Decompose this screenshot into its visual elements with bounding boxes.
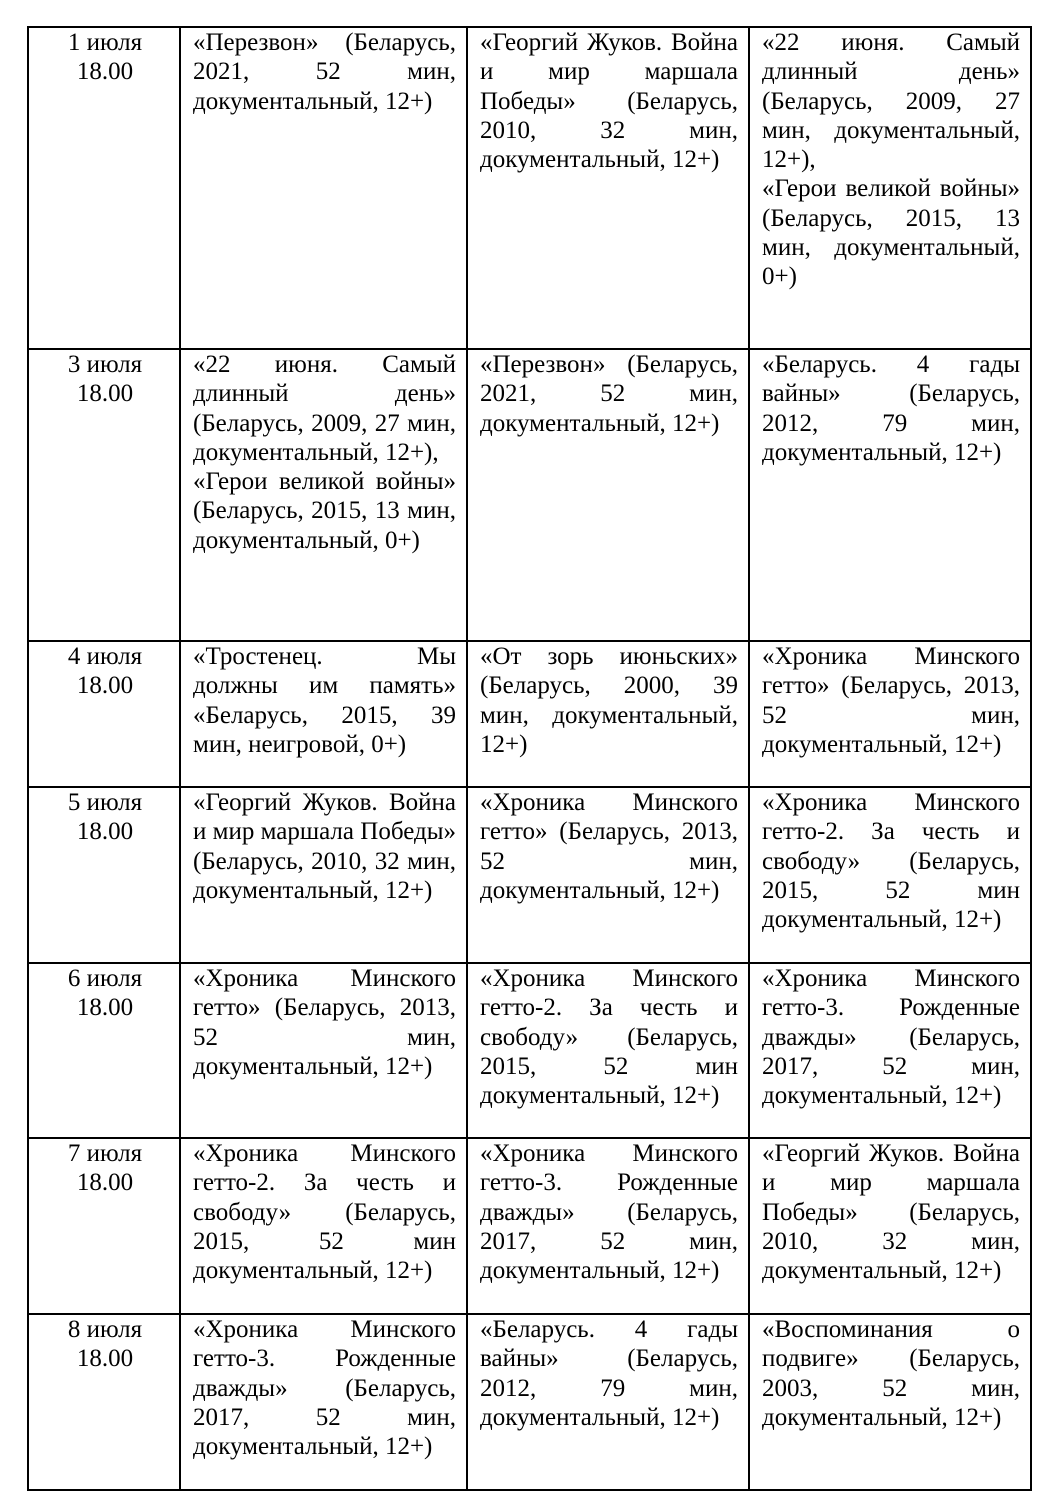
film-title: «Хроника Минского гетто-3. Рожденные дважды» — [480, 1140, 738, 1226]
film-cell — [749, 787, 1031, 963]
film-cell — [749, 27, 1031, 349]
time-text: 18.00 — [76, 994, 134, 1022]
time-text: 18.00 — [76, 380, 134, 408]
film-title: «Хроника Минского гетто» — [193, 965, 456, 1022]
film-title: «Хроника Минского гетто-2. За честь и свободу» — [480, 965, 738, 1051]
film-entry — [762, 788, 1020, 934]
film-cell — [467, 963, 749, 1138]
film-title: «Воспоминания о подвиге» — [762, 1316, 1020, 1373]
table-row — [28, 1138, 1031, 1314]
film-cell — [749, 1314, 1031, 1490]
film-cell — [749, 641, 1031, 787]
time-text: 18.00 — [76, 818, 134, 846]
film-info: (Беларусь, 2021, 52 мин, документальный, 12+) — [480, 351, 738, 437]
film-info: (Беларусь, 2009, 27 мин, документальный, 12+), — [193, 409, 456, 466]
film-cell — [749, 1138, 1031, 1314]
film-entry — [762, 642, 1020, 759]
time-text: 18.00 — [76, 1345, 134, 1373]
film-title: «Хроника Минского гетто-3. Рожденные дважды» — [193, 1316, 456, 1402]
film-info: (Беларусь, 2012, 79 мин, документальный, 12+) — [762, 380, 1020, 466]
date-cell — [28, 641, 180, 787]
film-cell — [180, 963, 467, 1138]
film-info: (Беларусь, 2000, 39 мин, документальный, 12+) — [480, 672, 738, 758]
table-row — [28, 27, 1031, 349]
table-row — [28, 349, 1031, 641]
film-info: (Беларусь, 2012, 79 мин, документальный, 12+) — [480, 1345, 738, 1431]
film-cell — [749, 963, 1031, 1138]
film-cell — [467, 27, 749, 349]
time-text: 18.00 — [76, 1169, 134, 1197]
film-title: «Хроника Минского гетто» — [480, 789, 738, 846]
film-entry — [762, 28, 1020, 174]
film-title: «Хроника Минского гетто-2. За честь и свободу» — [193, 1140, 456, 1226]
schedule-page — [27, 26, 1030, 1491]
film-entry — [480, 1315, 738, 1432]
film-entry — [480, 350, 738, 438]
table-row — [28, 963, 1031, 1138]
table-row — [28, 1314, 1031, 1490]
film-info: (Беларусь, 2009, 27 мин, документальный, 12+), — [762, 87, 1020, 174]
film-title: «От зорь июньских» — [480, 643, 738, 670]
film-cell — [749, 349, 1031, 641]
film-cell — [180, 787, 467, 963]
film-title: «Георгий Жуков. Война и мир маршала Победы» — [480, 29, 738, 115]
film-entry — [193, 467, 456, 555]
film-entry — [193, 964, 456, 1081]
film-title: «Герои великой войны» — [762, 175, 1020, 203]
film-entry — [480, 28, 738, 174]
film-info: (Беларусь, 2017, 52 мин, документальный, 12+) — [193, 1374, 456, 1461]
table-row — [28, 641, 1031, 787]
date-text: 6 июля — [67, 965, 143, 992]
film-info: (Беларусь, 2017, 52 мин, документальный, 12+) — [480, 1198, 738, 1285]
date-text: 5 июля — [67, 789, 143, 816]
film-info: (Беларусь, 2013, 52 мин, документальный, 12+) — [762, 672, 1020, 758]
film-title: «Беларусь. 4 гады вайны» — [762, 351, 1020, 408]
film-title: «Хроника Минского гетто» — [762, 643, 1020, 700]
date-text: 3 июля — [67, 351, 143, 378]
film-cell — [180, 1314, 467, 1490]
film-entry — [480, 642, 738, 759]
date-cell — [28, 349, 180, 641]
film-info: (Беларусь, 2010, 32 мин, документальный, 12+) — [762, 1198, 1020, 1285]
film-info: (Беларусь, 2013, 52 мин, документальный, 12+) — [480, 818, 738, 904]
time-text: 18.00 — [76, 672, 134, 700]
date-cell — [28, 1314, 180, 1490]
film-cell — [467, 1314, 749, 1490]
date-cell — [28, 963, 180, 1138]
date-cell — [28, 1138, 180, 1314]
film-cell — [467, 787, 749, 963]
date-text: 1 июля — [67, 29, 143, 56]
film-entry — [480, 964, 738, 1110]
film-info: (Беларусь, 2015, 52 мин документальный, 12+) — [762, 847, 1020, 934]
film-entry — [762, 350, 1020, 467]
film-info: (Беларусь, 2015, 13 мин, документальный, 0+) — [762, 204, 1020, 291]
film-title: «Герои великой войны» — [193, 468, 456, 496]
film-entry — [480, 788, 738, 905]
film-info: (Беларусь, 2015, 13 мин, документальный, 0+) — [193, 497, 456, 554]
film-cell — [180, 1138, 467, 1314]
time-text: 18.00 — [76, 58, 134, 86]
film-info: (Беларусь, 2010, 32 мин, документальный, 12+) — [193, 847, 456, 904]
film-info: (Беларусь, 2015, 52 мин документальный, 12+) — [193, 1198, 456, 1285]
film-entry — [193, 1139, 456, 1285]
film-info: «Беларусь, 2015, 39 мин, неигровой, 0+) — [193, 701, 456, 758]
table-row — [28, 787, 1031, 963]
film-title: «22 июня. Самый длинный день» — [762, 29, 1020, 86]
film-title: «Хроника Минского гетто-2. За честь и свободу» — [762, 789, 1020, 875]
film-title: «Беларусь. 4 гады вайны» — [480, 1316, 738, 1373]
film-title: «Хроника Минского гетто-3. Рожденные дважды» — [762, 965, 1020, 1051]
film-title: «Перезвон» — [193, 29, 319, 56]
film-cell — [180, 349, 467, 641]
film-entry — [193, 788, 456, 905]
film-entry — [480, 1139, 738, 1285]
film-title: «Георгий Жуков. Война и мир маршала Победы» — [762, 1140, 1020, 1226]
film-entry — [193, 642, 456, 759]
film-title: «Георгий Жуков. Война и мир маршала Победы» — [193, 789, 456, 846]
film-entry — [762, 174, 1020, 291]
film-info: (Беларусь, 2021, 52 мин, документальный, 12+) — [193, 29, 456, 115]
date-cell — [28, 27, 180, 349]
film-entry — [193, 350, 456, 467]
film-title: «Перезвон» — [480, 351, 606, 378]
film-entry — [762, 964, 1020, 1110]
film-cell — [467, 1138, 749, 1314]
film-info: (Беларусь, 2017, 52 мин, документальный, 12+) — [762, 1023, 1020, 1110]
film-cell — [467, 641, 749, 787]
film-cell — [180, 27, 467, 349]
film-info: (Беларусь, 2013, 52 мин, документальный, 12+) — [193, 994, 456, 1080]
film-info: (Беларусь, 2010, 32 мин, документальный, 12+) — [480, 87, 738, 174]
film-title: «22 июня. Самый длинный день» — [193, 351, 456, 408]
film-entry — [193, 28, 456, 116]
film-entry — [762, 1139, 1020, 1285]
date-text: 7 июля — [67, 1140, 143, 1167]
film-entry — [193, 1315, 456, 1461]
date-cell — [28, 787, 180, 963]
date-text: 8 июля — [67, 1316, 143, 1343]
film-info: (Беларусь, 2015, 52 мин документальный, 12+) — [480, 1023, 738, 1110]
film-info: (Беларусь, 2003, 52 мин, документальный, 12+) — [762, 1345, 1020, 1431]
film-entry — [762, 1315, 1020, 1432]
film-title: «Тростенец. Мы должны им память» — [193, 643, 456, 700]
schedule-body — [28, 27, 1031, 1490]
film-schedule-table — [27, 26, 1032, 1491]
film-cell — [180, 641, 467, 787]
film-cell — [467, 349, 749, 641]
date-text: 4 июля — [67, 643, 143, 670]
